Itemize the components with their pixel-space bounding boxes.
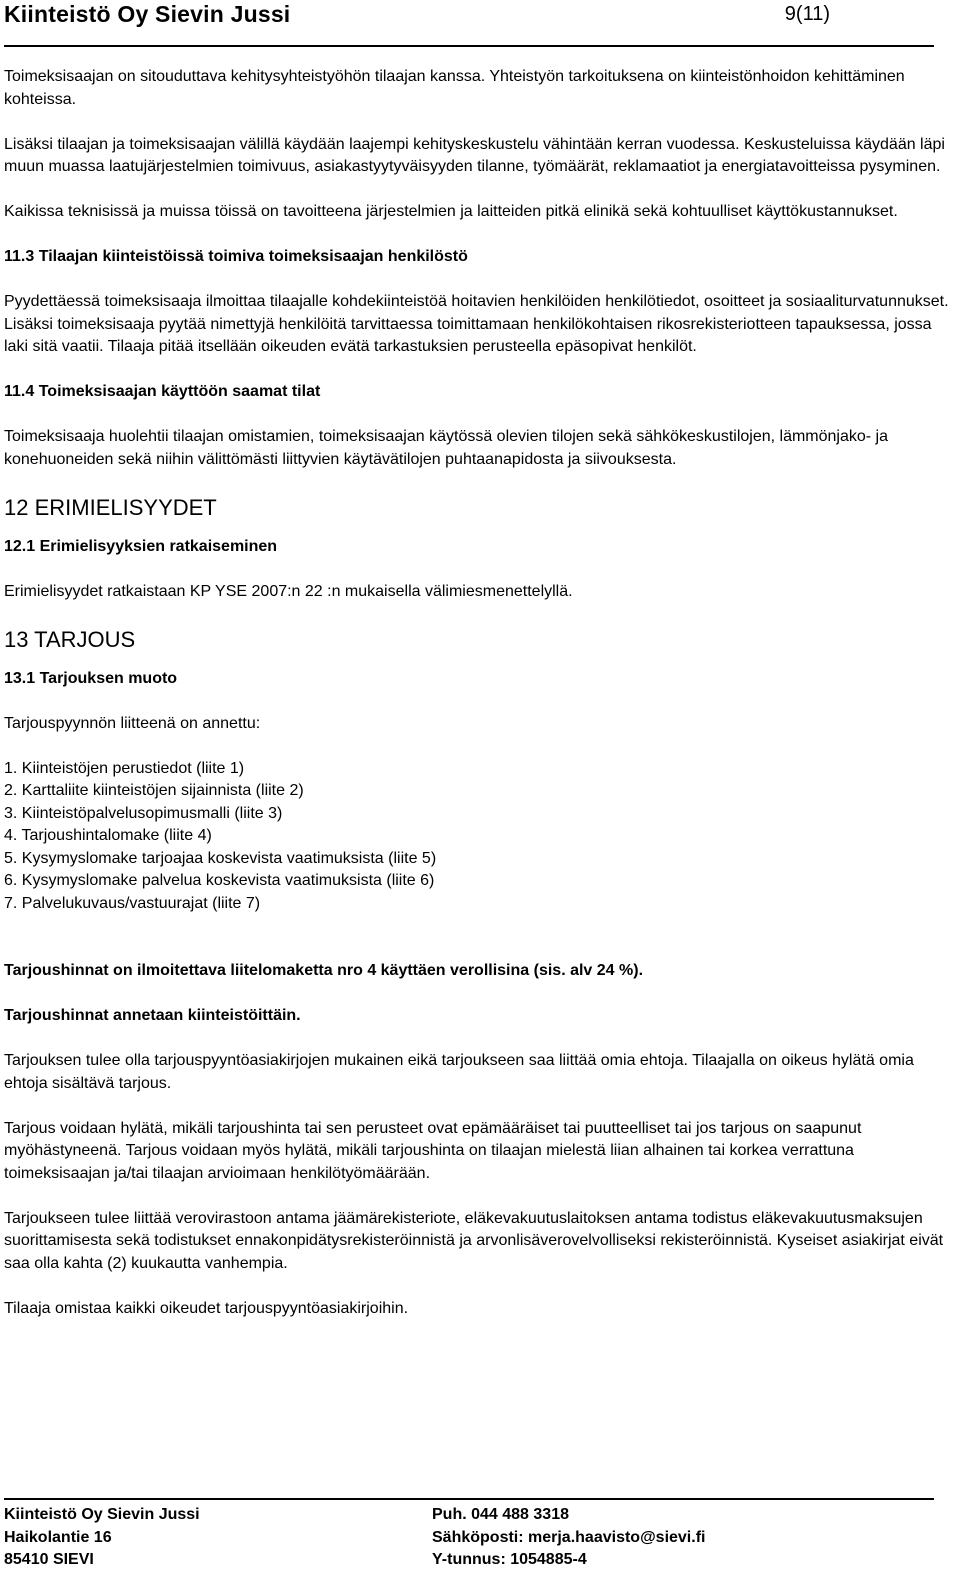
list-item: 4. Tarjoushintalomake (liite 4) bbox=[4, 827, 212, 844]
paragraph-cooperation: Toimeksisaajan on sitouduttava kehitysyhteistyöhön tilaajan kanssa. Yhteistyön tarkoituksena on kiinteistönhoidon kehittäminen kohteissa. bbox=[4, 68, 905, 108]
footer-address bbox=[4, 1504, 200, 1572]
paragraph-development-discussion: Lisäksi tilaajan ja toimeksisaajan välillä käydään laajempi kehityskeskustelu vähintään kerran vuodessa. Keskusteluissa käydään läpi muun muassa laatujärjestelmien toimivuus, asiakastyytyväisyyden tilanne, työmäärät, reklamaatiot ja energiatavoitteissa pysyminen. bbox=[4, 135, 945, 175]
list-item: 2. Karttaliite kiinteistöjen sijainnista (liite 2) bbox=[4, 782, 304, 799]
header-divider bbox=[4, 45, 934, 47]
header-page-number: 9(11) bbox=[784, 3, 830, 25]
bold-price-instruction: Tarjoushinnat on ilmoitettava liitelomaketta nro 4 käyttäen verollisina (sis. alv 24 %). bbox=[4, 962, 644, 979]
footer-email: Sähköposti: merja.haavisto@sievi.fi bbox=[432, 1528, 706, 1546]
footer-divider bbox=[4, 1498, 934, 1500]
footer-street: Haikolantie 16 bbox=[4, 1528, 112, 1546]
section-11-3-body: Pyydettäessä toimeksisaaja ilmoittaa tilaajalle kohdekiinteistöä hoitavien henkilöiden henkilötiedot, osoitteet ja sosiaaliturvatunnukset. Lisäksi toimeksisaaja pyytää nimettyjä henkilöitä tarvittaessa toimittamaan henkilökohtaisen rikosrekisteriotteen tapauksessa, jossa laki sitä vaatii. Tilaaja pitää itsellään oikeuden evätä tarkastuksien perusteella epäsopivat henkilöt. bbox=[4, 293, 949, 355]
chapter-13-heading: 13 TARJOUS bbox=[4, 626, 136, 652]
section-11-4-body: Toimeksisaaja huolehtii tilaajan omistamien, toimeksisaajan käytössä olevien tilojen sekä sähkökeskustilojen, lämmönjako- ja konehuoneiden sekä niihin välittömästi liittyvien käytävätilojen puhtaanapidosta ja siivouksesta. bbox=[4, 428, 888, 468]
bold-price-per-property: Tarjoushinnat annetaan kiinteistöittäin. bbox=[4, 1007, 301, 1024]
paragraph-document-rights: Tilaaja omistaa kaikki oikeudet tarjouspyyntöasiakirjoihin. bbox=[4, 1299, 409, 1317]
footer-company: Kiinteistö Oy Sievin Jussi bbox=[4, 1506, 200, 1523]
page-header bbox=[4, 0, 934, 50]
chapter-12-heading: 12 ERIMIELISYYDET bbox=[4, 494, 217, 520]
document-body bbox=[4, 66, 954, 1320]
attachment-list bbox=[4, 758, 954, 916]
header-company-title: Kiinteistö Oy Sievin Jussi bbox=[4, 1, 291, 27]
footer-contact bbox=[432, 1504, 705, 1572]
footer-postal: 85410 SIEVI bbox=[4, 1551, 94, 1568]
footer-business-id: Y-tunnus: 1054885-4 bbox=[432, 1551, 587, 1568]
section-11-4-heading: 11.4 Toimeksisaajan käyttöön saamat tilat bbox=[4, 383, 321, 400]
attachments-intro: Tarjouspyynnön liitteenä on annettu: bbox=[4, 714, 261, 732]
paragraph-required-documents: Tarjoukseen tulee liittää verovirastoon antama jäämärekisteriote, eläkevakuutuslaitoksen antama todistus eläkevakuutusmaksujen suorittamisesta sekä todistukset ennakonpidätysrekisteröinnistä ja arvonlisäverovelvolliseksi rekisteröinnistä. Kyseiset asiakirjat eivät saa olla kahta (2) kuukautta vanhempia. bbox=[4, 1209, 944, 1272]
paragraph-offer-conditions: Tarjouksen tulee olla tarjouspyyntöasiakirjojen mukainen eikä tarjoukseen saa liittää omia ehtoja. Tilaajalla on oikeus hylätä omia ehtoja sisältävä tarjous. bbox=[4, 1052, 914, 1092]
paragraph-offer-rejection: Tarjous voidaan hylätä, mikäli tarjoushinta tai sen perusteet ovat epämääräiset tai puutteelliset tai jos tarjous on saapunut myöhästyneenä. Tarjous voidaan myös hylätä, mikäli tarjoushinta on tilaajan mielestä liian alhainen tai korkea verrattuna toimeksisaajan ja/tai tilaajan arvioimaan henkilötyömäärään. bbox=[4, 1119, 862, 1182]
section-12-1-body: Erimielisyydet ratkaistaan KP YSE 2007:n 22 :n mukaisella välimiesmenettelyllä. bbox=[4, 582, 573, 600]
section-11-3-heading: 11.3 Tilaajan kiinteistöissä toimiva toimeksisaajan henkilöstö bbox=[4, 248, 468, 265]
list-item: 5. Kysymyslomake tarjoajaa koskevista vaatimuksista (liite 5) bbox=[4, 849, 437, 867]
section-13-1-heading: 13.1 Tarjouksen muoto bbox=[4, 669, 178, 687]
footer-phone: Puh. 044 488 3318 bbox=[432, 1506, 569, 1523]
list-item: 1. Kiinteistöjen perustiedot (liite 1) bbox=[4, 759, 245, 777]
list-item: 6. Kysymyslomake palvelua koskevista vaatimuksista (liite 6) bbox=[4, 872, 435, 889]
section-12-1-heading: 12.1 Erimielisyyksien ratkaiseminen bbox=[4, 537, 278, 555]
paragraph-technical-goals: Kaikissa teknisissä ja muissa töissä on tavoitteena järjestelmien ja laitteiden pitkä elinikä sekä kohtuulliset käyttökustannukset. bbox=[4, 203, 898, 220]
list-item: 3. Kiinteistöpalvelusopimusmalli (liite 3) bbox=[4, 804, 283, 822]
list-item: 7. Palvelukuvaus/vastuurajat (liite 7) bbox=[4, 894, 261, 912]
page-footer bbox=[4, 1498, 934, 1594]
